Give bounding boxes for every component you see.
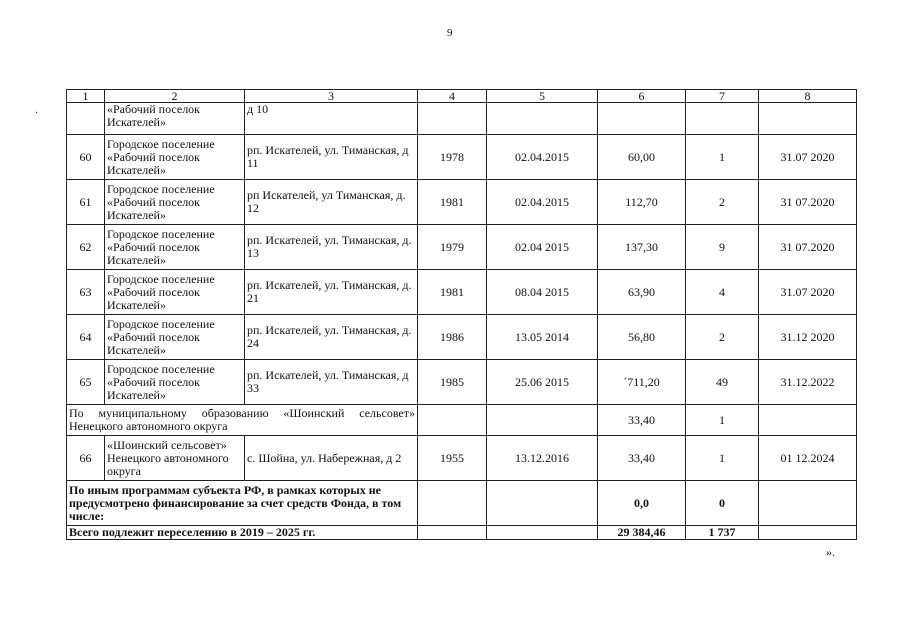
cell-num: 62: [67, 225, 105, 270]
stray-mark: ·: [35, 108, 39, 119]
cell-num: 60: [67, 135, 105, 180]
other-programs-row: [67, 481, 857, 526]
cell-num: 65: [67, 360, 105, 405]
subtotal-label: По муниципальному образованию «Шоинский сельсовет» Ненецкого автономного округа: [67, 405, 418, 436]
cell-year: 1979: [418, 225, 487, 270]
cell-area: 63,90: [598, 270, 686, 315]
cell-address: рп. Искателей, ул. Тиманская, д 11: [245, 135, 418, 180]
col-header-7: 7: [686, 90, 759, 103]
cell-date: 02.04 2015: [487, 225, 598, 270]
page-number: 9: [447, 27, 453, 39]
cell-people: 1: [686, 436, 759, 481]
cell-name: «Рабочий поселок Искателей»: [105, 103, 245, 135]
cell-date: 13.12.2016: [487, 436, 598, 481]
subtotal-people: 1: [686, 405, 759, 436]
cell-name: Городское поселение «Рабочий поселок Искателей»: [105, 135, 245, 180]
cell-deadline: 31.12 2020: [759, 315, 857, 360]
cell-area: 33,40: [598, 436, 686, 481]
cell-address: с. Шойна, ул. Набережная, д 2: [245, 436, 418, 481]
table-row: [67, 180, 857, 225]
grand-total-row: [67, 526, 857, 540]
subtotal-row: [67, 405, 857, 436]
cell-name: Городское поселение «Рабочий поселок Искателей»: [105, 360, 245, 405]
cell-year: 1978: [418, 135, 487, 180]
relocation-table: [66, 89, 857, 540]
other-programs-people: 0: [686, 481, 759, 526]
cell-num: 63: [67, 270, 105, 315]
cell-num: 64: [67, 315, 105, 360]
cell-year: 1985: [418, 360, 487, 405]
closing-quote: ».: [826, 545, 835, 559]
cell-deadline: 01 12.2024: [759, 436, 857, 481]
cell-address: рп. Искателей, ул. Тиманская, д 33: [245, 360, 418, 405]
cell-people: 9: [686, 225, 759, 270]
cell-deadline: 31.07 2020: [759, 135, 857, 180]
grand-total-label: Всего подлежит переселению в 2019 – 2025 гг.: [67, 526, 418, 540]
table-row: [67, 315, 857, 360]
cell-address: рп. Искателей, ул. Тиманская, д. 21: [245, 270, 418, 315]
cell-date: 25.06 2015: [487, 360, 598, 405]
cell-deadline: 31.12.2022: [759, 360, 857, 405]
cell-name: Городское поселение «Рабочий поселок Искателей»: [105, 315, 245, 360]
cell-name: Городское поселение «Рабочий поселок Искателей»: [105, 180, 245, 225]
cell-year: 1981: [418, 180, 487, 225]
cell-year: 1955: [418, 436, 487, 481]
col-header-8: 8: [759, 90, 857, 103]
table-row: [67, 436, 857, 481]
cell-address: д 10: [245, 103, 418, 135]
tick-mark: ´: [623, 374, 628, 389]
col-header-3: 3: [245, 90, 418, 103]
cell-people: 4: [686, 270, 759, 315]
col-header-4: 4: [418, 90, 487, 103]
cell-people: 2: [686, 315, 759, 360]
cell-year: 1986: [418, 315, 487, 360]
area-value: 711,20: [627, 374, 660, 389]
column-number-row: [67, 90, 857, 103]
cell-year: 1981: [418, 270, 487, 315]
col-header-2: 2: [105, 90, 245, 103]
col-header-6: 6: [598, 90, 686, 103]
cell-deadline: 31.07 2020: [759, 270, 857, 315]
cell-date: 02.04.2015: [487, 180, 598, 225]
cell-people: 1: [686, 135, 759, 180]
cell-date: 08.04 2015: [487, 270, 598, 315]
grand-total-people: 1 737: [686, 526, 759, 540]
cell-deadline: 31 07.2020: [759, 225, 857, 270]
cell-area: 112,70: [598, 180, 686, 225]
cell-deadline: 31 07.2020: [759, 180, 857, 225]
table-row: [67, 135, 857, 180]
cell-num: 66: [67, 436, 105, 481]
other-programs-area: 0,0: [598, 481, 686, 526]
cell-date: 02.04.2015: [487, 135, 598, 180]
cell-area: 60,00: [598, 135, 686, 180]
cell-area: 137,30: [598, 225, 686, 270]
cell-date: 13.05 2014: [487, 315, 598, 360]
grand-total-area: 29 384,46: [598, 526, 686, 540]
table-row: [67, 360, 857, 405]
table-row: [67, 270, 857, 315]
cell-area: [598, 360, 686, 405]
cell-name: «Шоинский сельсовет» Ненецкого автономного округа: [105, 436, 245, 481]
cell-name: Городское поселение «Рабочий поселок Искателей»: [105, 225, 245, 270]
cell-num: 61: [67, 180, 105, 225]
table-row: [67, 225, 857, 270]
continued-row: [67, 103, 857, 135]
other-programs-label: По иным программам субъекта РФ, в рамках которых не предусмотрено финансирование за счет средств Фонда, в том числе:: [67, 481, 418, 526]
cell-address: рп. Искателей, ул. Тиманская, д. 13: [245, 225, 418, 270]
cell-name: Городское поселение «Рабочий поселок Искателей»: [105, 270, 245, 315]
col-header-5: 5: [487, 90, 598, 103]
cell-address: рп. Искателей, ул. Тиманская, д. 24: [245, 315, 418, 360]
subtotal-area: 33,40: [598, 405, 686, 436]
cell-people: 2: [686, 180, 759, 225]
cell-people: 49: [686, 360, 759, 405]
cell-address: рп Искателей, ул Тиманская, д. 12: [245, 180, 418, 225]
cell-area: 56,80: [598, 315, 686, 360]
col-header-1: 1: [67, 90, 105, 103]
